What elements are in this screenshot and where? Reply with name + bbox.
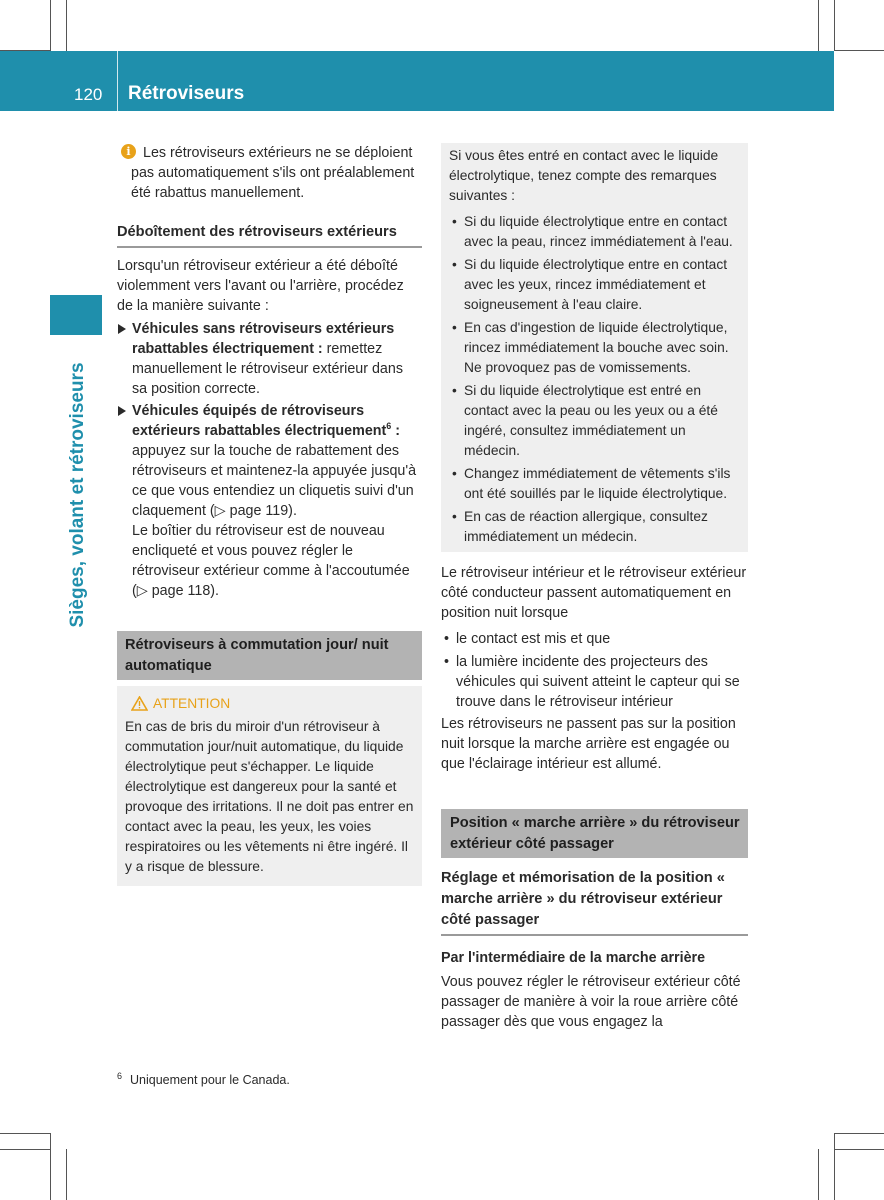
crop-mark [50,1133,51,1200]
paragraph: Les rétroviseurs ne passent pas sur la position nuit lorsque la marche arrière est engagée ou que l'éclairage intérieur est allumé. [441,716,736,772]
side-tab-marker [50,295,102,335]
footnote-ref: 6 [386,421,392,432]
step-label: Véhicules équipés de rétroviseurs extérieurs rabattables électriquement$^6$ : [132,403,401,439]
crop-mark [818,0,819,51]
crop-mark [0,1133,50,1134]
step-result: Le boîtier du rétroviseur est de nouveau encliqueté et vous pouvez régler le rétroviseur extérieur comme à l'accoutumée (▷ page 118). [132,523,410,599]
crop-mark [66,0,67,51]
footnote-text: Uniquement pour le Canada. [130,1073,290,1087]
step-item [117,319,422,399]
crop-mark [50,0,51,51]
footnote-marker: 6 [117,1070,123,1081]
footnote [117,1070,290,1087]
paragraph: Le rétroviseur intérieur et le rétroviseur extérieur côté conducteur passent automatiquement en position nuit lorsque [441,565,747,621]
step-label: Véhicules sans rétroviseurs extérieurs rabattables électriquement : [132,321,395,357]
list-item: • la lumière incidente des projecteurs des véhicules qui suivent atteint le capteur qui se trouve dans le rétroviseur intérieur [441,652,748,712]
step-text: remettez manuellement le rétroviseur extérieur dans sa position correcte. [132,341,403,397]
list-item: • Si du liquide électrolytique entre en contact avec la peau, rincez immédiatement à l'eau. [449,212,740,252]
warning-heading [125,694,414,714]
info-note-text: Les rétroviseurs extérieurs ne se déploient pas automatiquement s'ils ont préalablement été rabattus manuellement. [131,145,415,201]
list-item: • Si du liquide électrolytique est entré en contact avec la peau ou les yeux ou a été ingéré, consultez immédiatement un médecin. [449,381,740,461]
info-icon: i [121,144,136,159]
info-box-intro: Si vous êtes entré en contact avec le liquide électrolytique, tenez compte des remarques suivantes : [449,148,719,203]
right-column [441,143,748,1032]
section-title: Réglage et mémorisation de la position « marche arrière » du rétroviseur extérieur côté passager [441,868,748,936]
list-item: • En cas d'ingestion de liquide électrolytique, rincez immédiatement la bouche avec soin. Ne provoquez pas de vomissements. [449,318,740,378]
crop-mark [834,0,835,51]
subheading: Par l'intermédiaire de la marche arrière [441,950,706,966]
page-number: 120 [74,85,103,104]
warning-text: En cas de bris du miroir d'un rétroviseur à commutation jour/nuit automatique, du liquide électrolytique peut s'échapper. Le liquide électrolytique est dangereux pour la santé et provoque des irritations. Il ne doit pas entrer en contact avec la peau, les yeux, les voies respiratoires ou les vêtements ni être ingéré. Il y a risque de blessure. [125,719,414,874]
step-text: appuyez sur la touche de rabattement des rétroviseurs et maintenez-la appuyée jusqu'à ce que vous entendiez un cliquetis suivi d'un claquement (▷ page 119). [132,443,417,519]
page-title: Rétroviseurs [128,83,245,104]
crop-mark [834,1133,884,1134]
header-divider [117,51,118,111]
box-heading: Position « marche arrière » du rétroviseur extérieur côté passager [441,809,748,858]
warning-label: ATTENTION [153,696,231,711]
arrow-icon [118,324,126,334]
page-header [0,51,834,111]
warning-icon [131,696,148,711]
crop-mark [834,1149,884,1150]
list-item: • Si du liquide électrolytique entre en contact avec les yeux, rincez immédiatement et soigneusement à l'eau claire. [449,255,740,315]
list-item: • En cas de réaction allergique, consultez immédiatement un médecin. [449,507,740,547]
list-item: • Changez immédiatement de vêtements s'ils ont été souillés par le liquide électrolytique. [449,464,740,504]
box-heading: Rétroviseurs à commutation jour/ nuit automatique [117,631,422,680]
section-title: Déboîtement des rétroviseurs extérieurs [117,222,422,248]
list-item: • le contact est mis et que [441,629,748,649]
left-column [117,143,422,886]
crop-mark [834,1133,835,1200]
arrow-icon [118,406,126,416]
crop-mark [834,50,884,51]
crop-mark [0,1149,50,1150]
intro-paragraph: Lorsqu'un rétroviseur extérieur a été déboîté violemment vers l'avant ou l'arrière, procédez de la manière suivante : [117,258,404,314]
electrolyte-info-box [441,143,748,552]
crop-mark [66,1149,67,1200]
info-note [117,143,422,203]
paragraph: Vous pouvez régler le rétroviseur extérieur côté passager de manière à voir la roue arrière côté passager dès que vous engagez la [441,974,741,1030]
step-item [117,401,422,521]
warning-box [117,686,422,886]
crop-mark [818,1149,819,1200]
chapter-label: Sièges, volant et rétroviseurs [67,362,88,628]
